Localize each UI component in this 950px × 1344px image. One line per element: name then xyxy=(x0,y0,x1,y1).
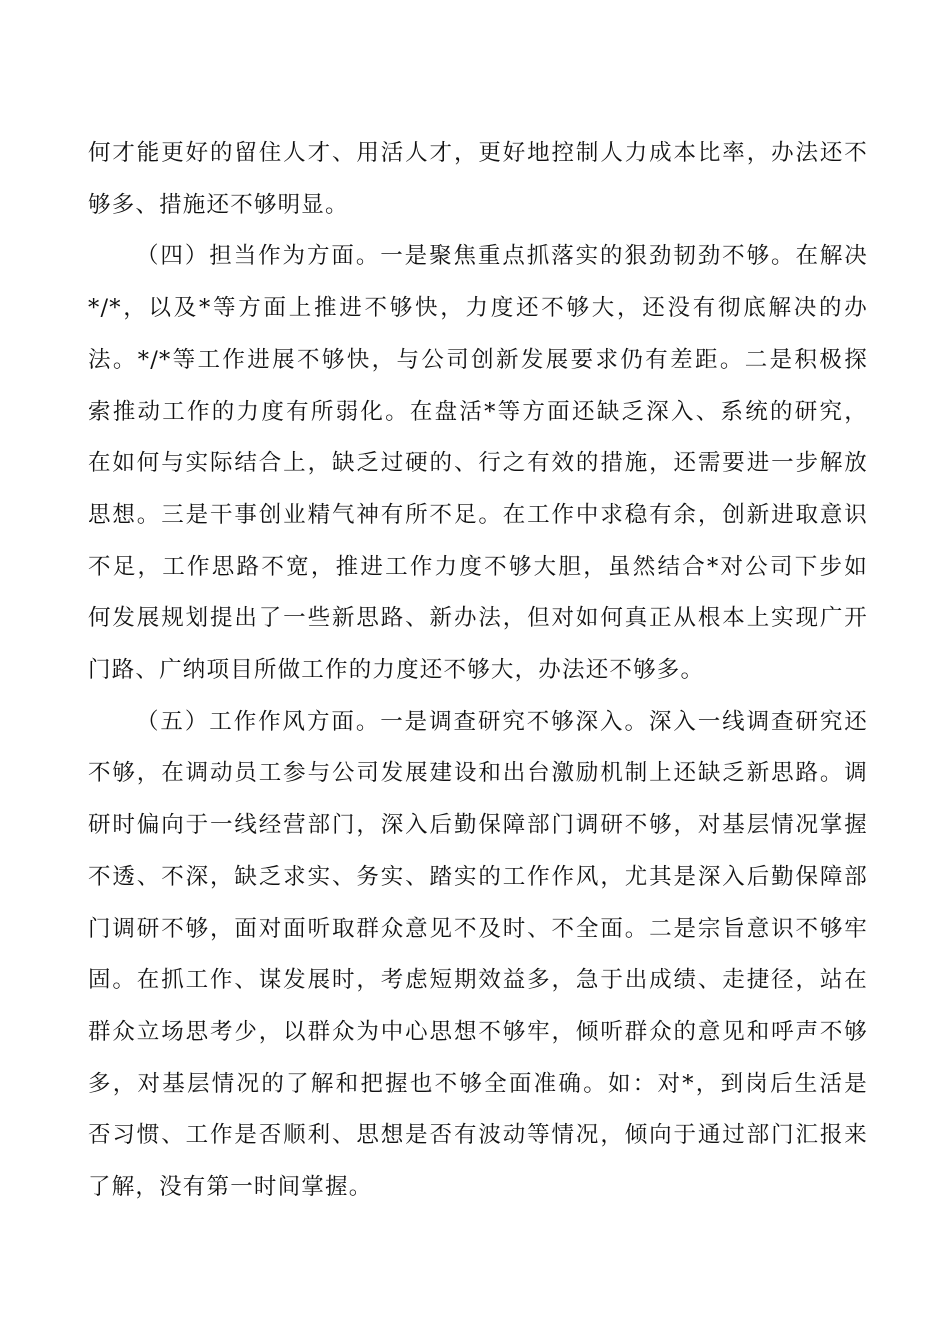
text-line: 在如何与实际结合上，缺乏过硬的、行之有效的措施，还需要进一步解放 xyxy=(88,450,868,477)
paragraph-section-five xyxy=(88,697,868,1214)
text-line: 法。*/*等工作进展不够快，与公司创新发展要求仍有差距。二是积极探 xyxy=(88,346,868,373)
text-line: 何发展规划提出了一些新思路、新办法，但对如何真正从根本上实现广开 xyxy=(88,605,868,632)
text-line: 思想。三是干事创业精气神有所不足。在工作中求稳有余，创新进取意识 xyxy=(88,501,868,528)
text-line: 群众立场思考少，以群众为中心思想不够牢，倾听群众的意见和呼声不够 xyxy=(88,1018,868,1045)
document-body xyxy=(88,128,868,1214)
text-line: 研时偏向于一线经营部门，深入后勤保障部门调研不够，对基层情况掌握 xyxy=(88,812,868,839)
text-line: 不透、不深，缺乏求实、务实、踏实的工作作风，尤其是深入后勤保障部 xyxy=(88,863,868,890)
paragraph-section-four xyxy=(88,231,868,696)
text-line: 门调研不够，面对面听取群众意见不及时、不全面。二是宗旨意识不够牢 xyxy=(88,915,868,942)
text-line: 否习惯、工作是否顺利、思想是否有波动等情况，倾向于通过部门汇报来 xyxy=(88,1122,868,1149)
text-line: 固。在抓工作、谋发展时，考虑短期效益多，急于出成绩、走捷径，站在 xyxy=(88,967,868,994)
text-line: 多，对基层情况的了解和把握也不够全面准确。如：对*，到岗后生活是 xyxy=(88,1070,868,1097)
text-line: 不够，在调动员工参与公司发展建设和出台激励机制上还缺乏新思路。调 xyxy=(88,760,868,787)
text-line: 了解，没有第一时间掌握。 xyxy=(88,1174,373,1201)
text-line: 何才能更好的留住人才、用活人才，更好地控制人力成本比率，办法还不 xyxy=(88,140,868,166)
paragraph-continuation xyxy=(88,128,868,231)
text-line: 够多、措施还不够明显。 xyxy=(88,191,349,218)
text-line: 门路、广纳项目所做工作的力度还不够大，办法还不够多。 xyxy=(88,657,705,684)
text-line: （四）担当作为方面。一是聚焦重点抓落实的狠劲韧劲不够。在解决 xyxy=(136,243,868,270)
text-line: 不足，工作思路不宽，推进工作力度不够大胆，虽然结合*对公司下步如 xyxy=(88,553,868,580)
text-line: */*，以及*等方面上推进不够快，力度还不够大，还没有彻底解决的办 xyxy=(88,295,868,322)
text-line: 索推动工作的力度有所弱化。在盘活*等方面还缺乏深入、系统的研究， xyxy=(88,398,868,425)
text-line: （五）工作作风方面。一是调查研究不够深入。深入一线调查研究还 xyxy=(136,708,868,735)
